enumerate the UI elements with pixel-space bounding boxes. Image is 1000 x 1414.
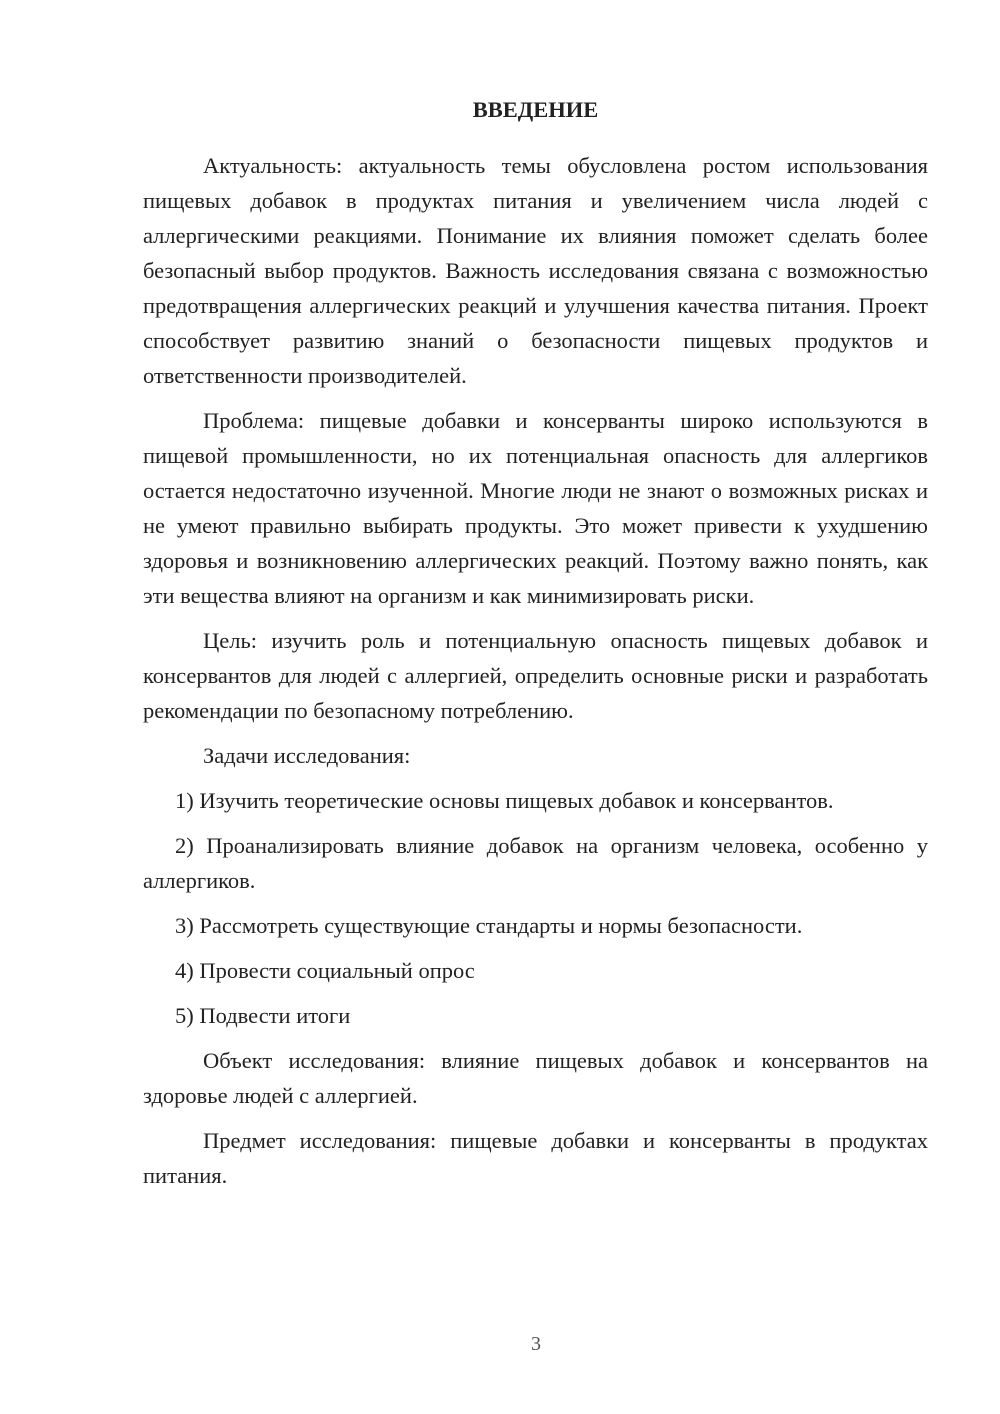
tasks-heading: Задачи исследования: <box>203 743 411 768</box>
task-item-1: 1) Изучить теоретические основы пищевых добавок и консервантов. <box>175 788 834 813</box>
object-paragraph: Объект исследования: влияние пищевых добавок и консервантов на здоровье людей с аллергией. <box>143 1048 928 1108</box>
task-item-2: 2) Проанализировать влияние добавок на организм человека, особенно у аллергиков. <box>143 833 928 893</box>
task-item-4: 4) Провести социальный опрос <box>175 958 475 983</box>
problem-paragraph: Проблема: пищевые добавки и консерванты широко используются в пищевой промышленности, но их потенциальная опасность для аллергиков остается недостаточно изученной. Многие люди не знают о возможных рисках и не умеют правильно выбирать продукты. Это может привести к ухудшению здоровья и возникновению аллергических реакций. Поэтому важно понять, как эти вещества влияют на организм и как минимизировать риски. <box>143 408 928 608</box>
relevance-paragraph: Актуальность: актуальность темы обусловлена ростом использования пищевых добавок в продуктах питания и увеличением числа людей с аллергическими реакциями. Понимание их влияния поможет сделать более безопасный выбор продуктов. Важность исследования связана с возможностью предотвращения аллергических реакций и улучшения качества питания. Проект способствует развитию знаний о безопасности пищевых продуктов и ответственности производителей. <box>143 153 928 388</box>
document-page <box>143 92 928 1193</box>
task-item-5: 5) Подвести итоги <box>175 1003 351 1028</box>
page-title: ВВЕДЕНИЕ <box>472 97 599 122</box>
subject-paragraph: Предмет исследования: пищевые добавки и консерванты в продуктах питания. <box>143 1128 928 1188</box>
goal-paragraph: Цель: изучить роль и потенциальную опасность пищевых добавок и консервантов для людей с аллергией, определить основные риски и разработать рекомендации по безопасному потреблению. <box>143 628 928 723</box>
page-number: 3 <box>531 1333 541 1355</box>
task-item-3: 3) Рассмотреть существующие стандарты и нормы безопасности. <box>175 913 803 938</box>
